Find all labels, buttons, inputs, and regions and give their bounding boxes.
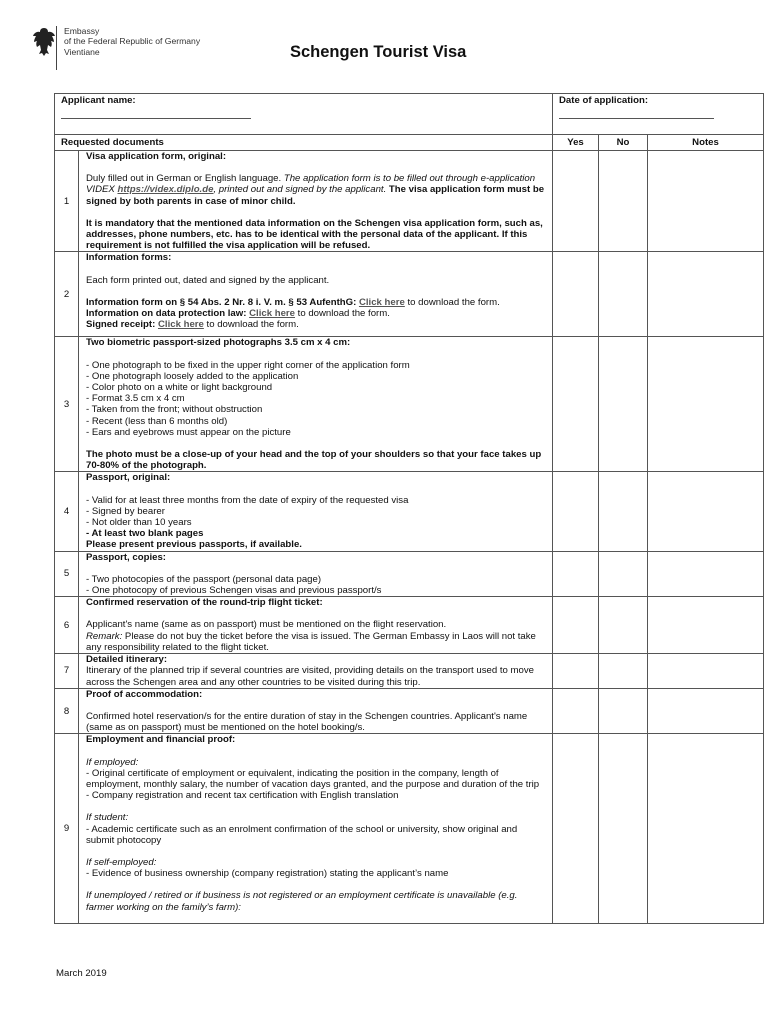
document-row-5 (55, 551, 764, 597)
date-of-application-field[interactable] (559, 107, 714, 119)
row-description: Two biometric passport-sized photographs 3.5 cm x 4 cm: - One photograph to be fixed in the upper right corner of the application form - One photograph loosely added to the application - Color photo on a white or light background - Format 3.5 cm x 4 cm - Taken from the front; without obstruction - Recent (less than 6 months old) - Ears and eyebrows must appear on the picture The photo must be a close-up of your head and the top of your shoulders so that your face takes up 70-80% of the photograph. (79, 337, 553, 472)
yes-checkbox-cell[interactable] (553, 337, 599, 472)
document-row-3 (55, 337, 764, 472)
download-data-protection-link[interactable]: Click here (249, 308, 295, 320)
notes-cell[interactable] (648, 337, 764, 472)
notes-column-header: Notes (648, 135, 764, 151)
notes-cell[interactable] (648, 597, 764, 654)
row-number: 7 (55, 654, 79, 689)
row-description: Visa application form, original: Duly filled out in German or English language. The application form is to be filled out through e-application VIDEX https://videx.diplo.de, printed out and signed by the applicant. The visa application form must be signed by both parents in case of minor child. It is mandatory that the mentioned data information on the Schengen visa application form, such as, addresses, phone numbers, etc. has to be identical with the personal data of the applicant. If this requirement is not fulfilled the visa application will be refused. (79, 151, 553, 252)
row-number: 6 (55, 597, 79, 654)
footer-date: March 2019 (56, 968, 107, 979)
row-number: 5 (55, 551, 79, 597)
row-number: 8 (55, 688, 79, 734)
yes-checkbox-cell[interactable] (553, 734, 599, 924)
document-row-7 (55, 654, 764, 689)
document-row-2 (55, 252, 764, 337)
row-description: Proof of accommodation: Confirmed hotel reservation/s for the entire duration of stay in the Schengen countries. Applicant's name (same as on passport) must be mentioned on the hotel booking/s. (79, 688, 553, 734)
no-checkbox-cell[interactable] (599, 337, 648, 472)
notes-cell[interactable] (648, 472, 764, 551)
row-heading: Confirmed reservation of the round-trip flight ticket: (86, 597, 323, 609)
yes-checkbox-cell[interactable] (553, 654, 599, 689)
no-checkbox-cell[interactable] (599, 597, 648, 654)
row-description: Detailed itinerary: Itinerary of the planned trip if several countries are visited, providing details on the transport used to move across the Schengen area and any other countries to be visited during this trip. (79, 654, 553, 689)
document-row-9 (55, 734, 764, 924)
row-description: Passport, original: - Valid for at least three months from the date of expiry of the requested visa - Signed by bearer - Not older than 10 years - At least two blank pages Please present previous passports, if available. (79, 472, 553, 551)
requested-documents-header: Requested documents (55, 135, 553, 151)
row-heading: Employment and financial proof: (86, 734, 236, 746)
row-heading: Detailed itinerary: (86, 654, 168, 666)
embassy-name: Embassy of the Federal Republic of Germany Vientiane (64, 26, 201, 57)
row-number: 2 (55, 252, 79, 337)
document-row-8 (55, 688, 764, 734)
logo-divider (56, 26, 57, 70)
document-row-1 (55, 151, 764, 252)
notes-cell[interactable] (648, 252, 764, 337)
date-of-application-cell (553, 94, 764, 135)
row-heading: Visa application form, original: (86, 151, 227, 162)
row-heading: Information forms: (86, 252, 172, 264)
no-column-header: No (599, 135, 648, 151)
yes-checkbox-cell[interactable] (553, 472, 599, 551)
row-description: Passport, copies: - Two photocopies of the passport (personal data page) - One photocopy of previous Schengen visas and previous passport/s (79, 551, 553, 597)
document-row-6 (55, 597, 764, 654)
document-row-4 (55, 472, 764, 551)
no-checkbox-cell[interactable] (599, 151, 648, 252)
row-heading: Passport, copies: (86, 551, 166, 563)
yes-column-header: Yes (553, 135, 599, 151)
notes-cell[interactable] (648, 688, 764, 734)
yes-checkbox-cell[interactable] (553, 151, 599, 252)
row-description: Information forms: Each form printed out, dated and signed by the applicant. Information form on § 54 Abs. 2 Nr. 8 i. V. m. § 53 AufenthG: Click here to download the form. Information on data protection law: Click here to download the form. Signed receipt: Click here to download the form. (79, 252, 553, 337)
federal-eagle-logo-icon (31, 24, 57, 70)
row-heading: Proof of accommodation: (86, 688, 203, 700)
yes-checkbox-cell[interactable] (553, 597, 599, 654)
no-checkbox-cell[interactable] (599, 734, 648, 924)
yes-checkbox-cell[interactable] (553, 551, 599, 597)
row-number: 1 (55, 151, 79, 252)
page-title: Schengen Tourist Visa (290, 43, 467, 61)
no-checkbox-cell[interactable] (599, 688, 648, 734)
applicant-name-cell (55, 94, 553, 135)
applicant-name-field[interactable] (61, 107, 251, 119)
videx-link[interactable]: https://videx.diplo.de (117, 184, 214, 196)
notes-cell[interactable] (648, 734, 764, 924)
applicant-name-label: Applicant name: (61, 95, 136, 106)
no-checkbox-cell[interactable] (599, 551, 648, 597)
row-number: 3 (55, 337, 79, 472)
notes-cell[interactable] (648, 151, 764, 252)
download-receipt-link[interactable]: Click here (157, 319, 204, 331)
row-description: Employment and financial proof: If employed: - Original certificate of employment or equivalent, indicating the position in the company, length of employment, monthly salary, the number of vacation days granted, and the purpose and duration of the trip - Company registration and recent tax certification with English translation If student: - Academic certificate such as an enrolment confirmation of the school or university, show original and submit photocopy If self-employed: - Evidence of business ownership (company registration) stating the applicant’s name If unemployed / retired or if business is not registered or an employment certificate is unavailable (e.g. farmer working on the family’s farm): (79, 734, 553, 924)
yes-checkbox-cell[interactable] (553, 252, 599, 337)
notes-cell[interactable] (648, 551, 764, 597)
no-checkbox-cell[interactable] (599, 252, 648, 337)
row-heading: Passport, original: (86, 472, 171, 484)
download-form-link[interactable]: Click here (358, 296, 405, 308)
yes-checkbox-cell[interactable] (553, 688, 599, 734)
notes-cell[interactable] (648, 654, 764, 689)
no-checkbox-cell[interactable] (599, 654, 648, 689)
row-number: 4 (55, 472, 79, 551)
date-of-application-label: Date of application: (559, 95, 649, 106)
row-number: 9 (55, 734, 79, 924)
checklist-table (54, 93, 764, 924)
row-heading: Two biometric passport-sized photographs 3.5 cm x 4 cm: (86, 337, 351, 349)
row-description: Confirmed reservation of the round-trip flight ticket: Applicant's name (same as on passport) must be mentioned on the flight reservation. Remark: Please do not buy the ticket before the visa is issued. The German Embassy in Laos will not take any responsibility related to the flight ticket. (79, 597, 553, 654)
no-checkbox-cell[interactable] (599, 472, 648, 551)
